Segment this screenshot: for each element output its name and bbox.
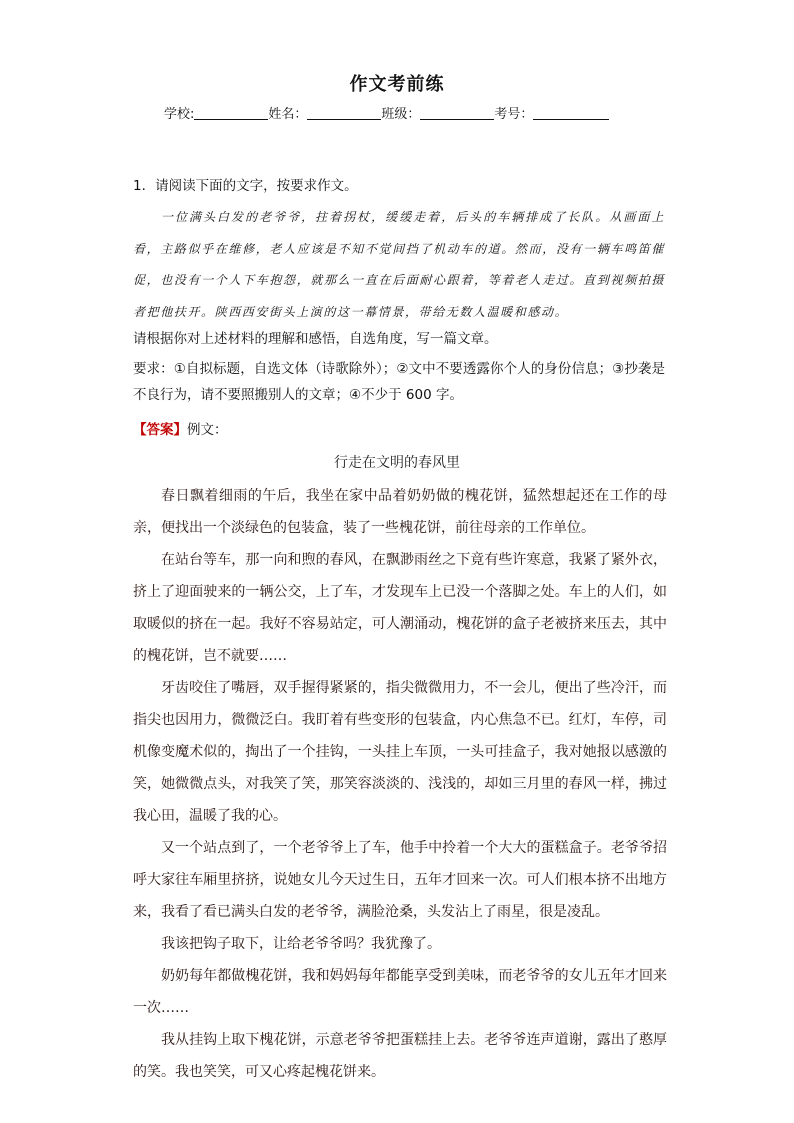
essay-paragraph: 牙齿咬住了嘴唇，双手握得紧紧的，指尖微微用力，不一会儿，便出了些冷汗，而指尖也因用力，微微泛白。我盯着有些变形的包装盒，内心焦急不已。红灯，车停，司机像变魔术似的，掏出了一个挂钩，一头挂上车顶，一头可挂盒子，我对她报以感激的笑，她微微点头，对我笑了笑，那笑容淡淡的、浅浅的，却如三月里的春风一样，拂过我心田，温暖了我的心。 — [133, 680, 667, 824]
essay-paragraph: 在站台等车，那一向和煦的春风，在飘渺雨丝之下竟有些许寒意，我紧了紧外衣，挤上了迎面驶来的一辆公交，上了车，才发现车上已没一个落脚之处。车上的人们，如取暖似的挤在一起。我好不容易站定，可人潮涌动，槐花饼的盒子老被挤来压去，其中的槐花饼，岂不就要…… — [133, 552, 667, 664]
answer-line — [133, 418, 665, 438]
essay-paragraph: 春日飘着细雨的午后，我坐在家中品着奶奶做的槐花饼，猛然想起还在工作的母亲，便找出一个淡绿色的包装盒，装了一些槐花饼，前往母亲的工作单位。 — [133, 488, 667, 536]
document-title: 作文考前练 — [349, 74, 445, 95]
school-label: 学校: — [164, 107, 195, 122]
name-label: 姓名： — [268, 107, 308, 122]
class-blank — [420, 107, 494, 120]
student-info-line — [164, 103, 609, 122]
essay-body — [133, 480, 667, 1088]
name-blank — [307, 107, 381, 120]
question-prompt: 请根据你对上述材料的理解和感悟，自选角度，写一篇文章。 — [133, 331, 498, 347]
essay-paragraph: 我该把钩子取下，让给老爷爷吗？我犹豫了。 — [161, 936, 441, 952]
question-material: 一位满头白发的老爷爷，拄着拐杖，缓缓走着，后头的车辆排成了长队。从画面上看，主路似乎在维修，老人应该是不知不觉间挡了机动车的道。然而，没有一辆车鸣笛催促，也没有一个人下车抱怨，就那么一直在后面耐心跟着，等着老人走过。直到视频拍摄者把他扶开。陕西西安街头上演的这一幕情景，带给无数人温暖和感动。 — [133, 210, 665, 319]
class-label: 班级： — [381, 107, 421, 122]
question-requirements: 要求：①自拟标题，自选文体（诗歌除外）；②文中不要透露你个人的身份信息；③抄袭是不良行为，请不要照搬别人的文章；④不少于 600 字。 — [133, 361, 665, 403]
answer-label: 例文： — [187, 422, 228, 438]
exam-no-label: 考号： — [494, 107, 534, 122]
school-blank — [194, 107, 268, 120]
essay-title: 行走在文明的春风里 — [334, 455, 460, 471]
essay-paragraph: 又一个站点到了，一个老爷爷上了车，他手中拎着一个大大的蛋糕盒子。老爷爷招呼大家往车厢里挤挤，说她女儿今天过生日，五年才回来一次。可人们根本挤不出地方来，我看了看已满头白发的老爷爷，满脸沧桑，头发沾上了雨星，很是凌乱。 — [133, 840, 667, 920]
exam-no-blank — [533, 107, 609, 120]
answer-tag: 【答案】 — [133, 422, 187, 438]
question-heading: 1．请阅读下面的文字，按要求作文。 — [133, 178, 358, 194]
essay-paragraph: 奶奶每年都做槐花饼，我和妈妈每年都能享受到美味，而老爷爷的女儿五年才回来一次…… — [133, 968, 667, 1016]
essay-paragraph: 我从挂钩上取下槐花饼，示意老爷爷把蛋糕挂上去。老爷爷连声道谢，露出了憨厚的笑。我也笑笑，可又心疼起槐花饼来。 — [133, 1032, 667, 1080]
